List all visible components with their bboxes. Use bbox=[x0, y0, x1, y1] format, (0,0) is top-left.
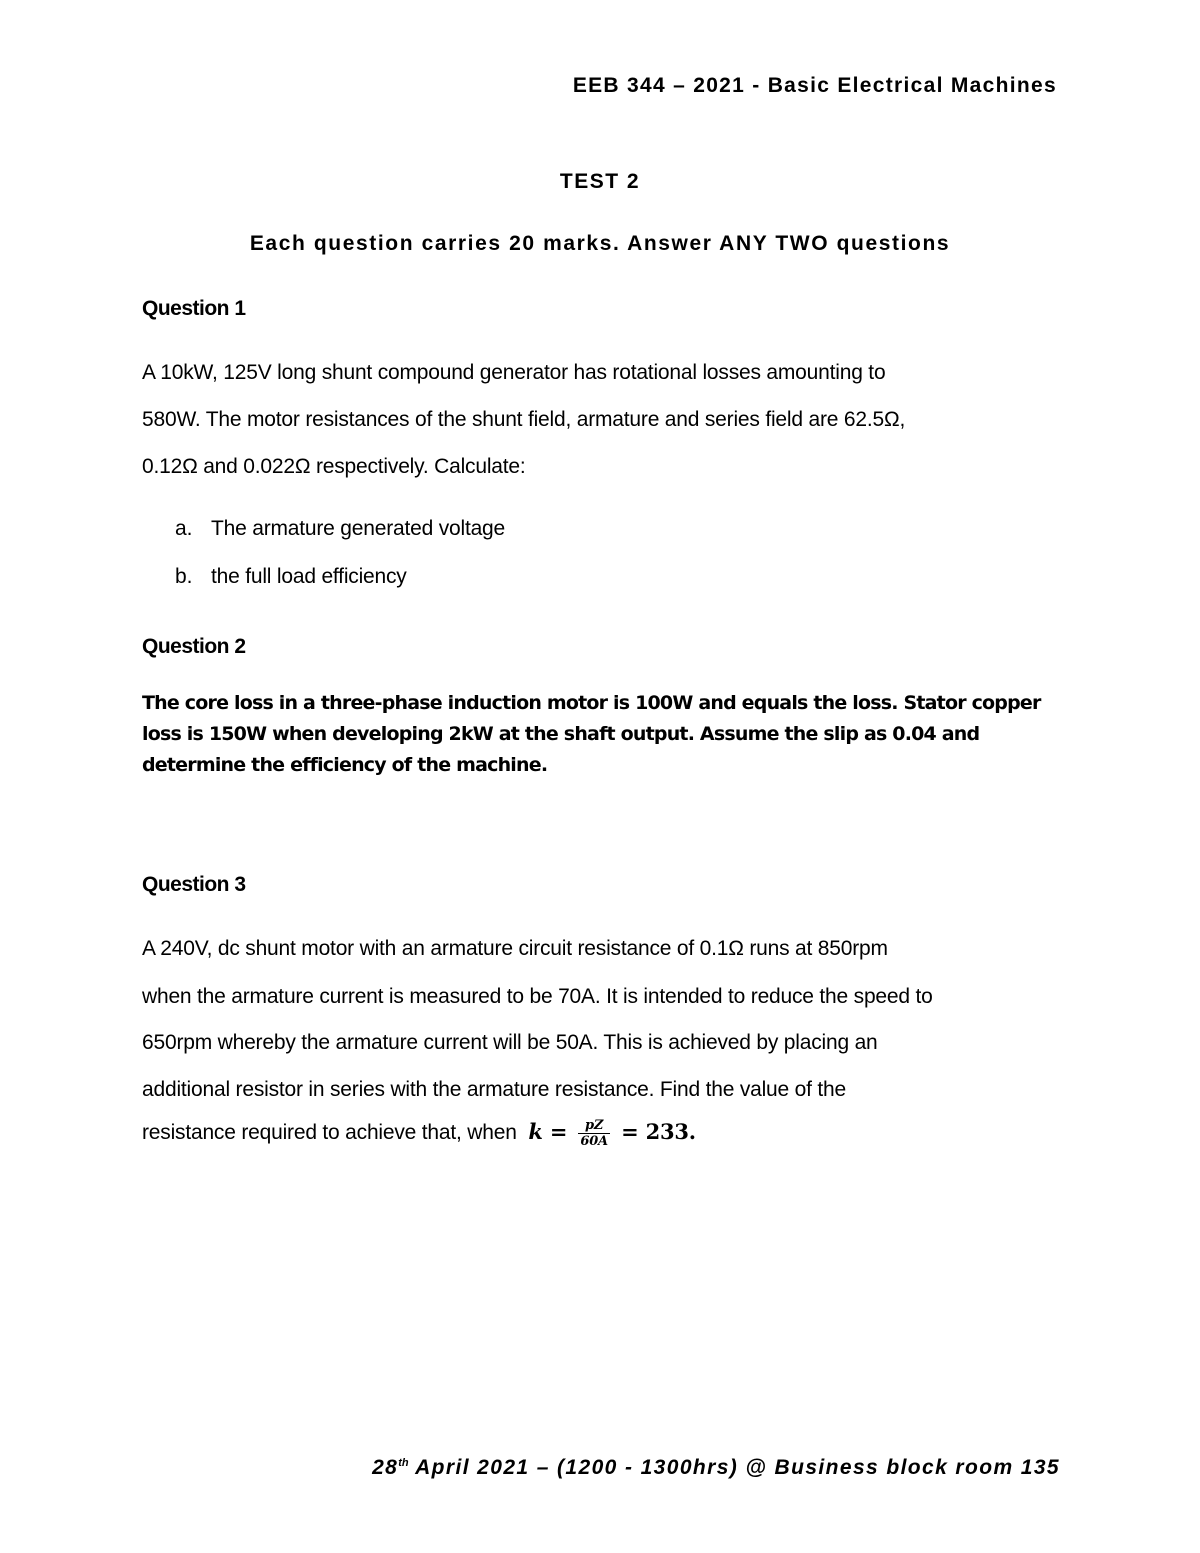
question-1-line: 580W. The motor resistances of the shunt field, armature and series field are 62.5Ω, bbox=[142, 408, 906, 431]
formula-equals: = bbox=[549, 1119, 568, 1144]
exam-footer bbox=[372, 1456, 1060, 1480]
question-3-line: additional resistor in series with the armature resistance. Find the value of the bbox=[142, 1078, 846, 1101]
formula-numerator: pZ bbox=[578, 1118, 610, 1134]
question-3-line: A 240V, dc shunt motor with an armature circuit resistance of 0.1Ω runs at 850rpm bbox=[142, 937, 888, 960]
course-title: EEB 344 – 2021 - Basic Electrical Machines bbox=[572, 74, 1057, 97]
question-1-item-a: The armature generated voltage bbox=[211, 517, 506, 540]
question-2-text: The core loss in a three-phase induction motor is 100W and equals the loss. Stator copper loss is 150W when developing 2kW at the shaft output. Assume the slip as 0.04 and determine the efficiency of the machine. bbox=[142, 692, 1041, 776]
question-3-last-line bbox=[142, 1118, 696, 1149]
question-3-line: when the armature current is measured to be 70A. It is intended to reduce the speed to bbox=[142, 985, 933, 1008]
footer-day-suffix: th bbox=[398, 1457, 409, 1469]
question-2-heading: Question 2 bbox=[142, 635, 246, 658]
k-formula bbox=[528, 1118, 696, 1149]
question-1-line: A 10kW, 125V long shunt compound generator has rotational losses amounting to bbox=[142, 361, 886, 384]
formula-fraction bbox=[578, 1118, 610, 1149]
formula-rhs: = 233. bbox=[621, 1119, 696, 1144]
question-3-line: resistance required to achieve that, when bbox=[142, 1121, 517, 1145]
formula-denominator: 60A bbox=[580, 1134, 608, 1149]
question-1-line: 0.12Ω and 0.022Ω respectively. Calculate: bbox=[142, 455, 526, 478]
test-title: TEST 2 bbox=[559, 170, 641, 193]
exam-instructions: Each question carries 20 marks. Answer ANY TWO questions bbox=[249, 232, 951, 255]
list-marker-b: b. bbox=[175, 565, 193, 588]
question-3-heading: Question 3 bbox=[142, 873, 246, 896]
list-marker-a: a. bbox=[175, 517, 193, 540]
formula-lhs: k bbox=[528, 1119, 543, 1144]
question-3-line: 650rpm whereby the armature current will be 50A. This is achieved by placing an bbox=[142, 1031, 878, 1054]
footer-details: April 2021 – (1200 - 1300hrs) @ Business block room 135 bbox=[408, 1456, 1060, 1479]
question-1-heading: Question 1 bbox=[142, 297, 246, 320]
question-1-item-b: the full load efficiency bbox=[211, 565, 407, 588]
footer-day: 28 bbox=[372, 1456, 399, 1479]
